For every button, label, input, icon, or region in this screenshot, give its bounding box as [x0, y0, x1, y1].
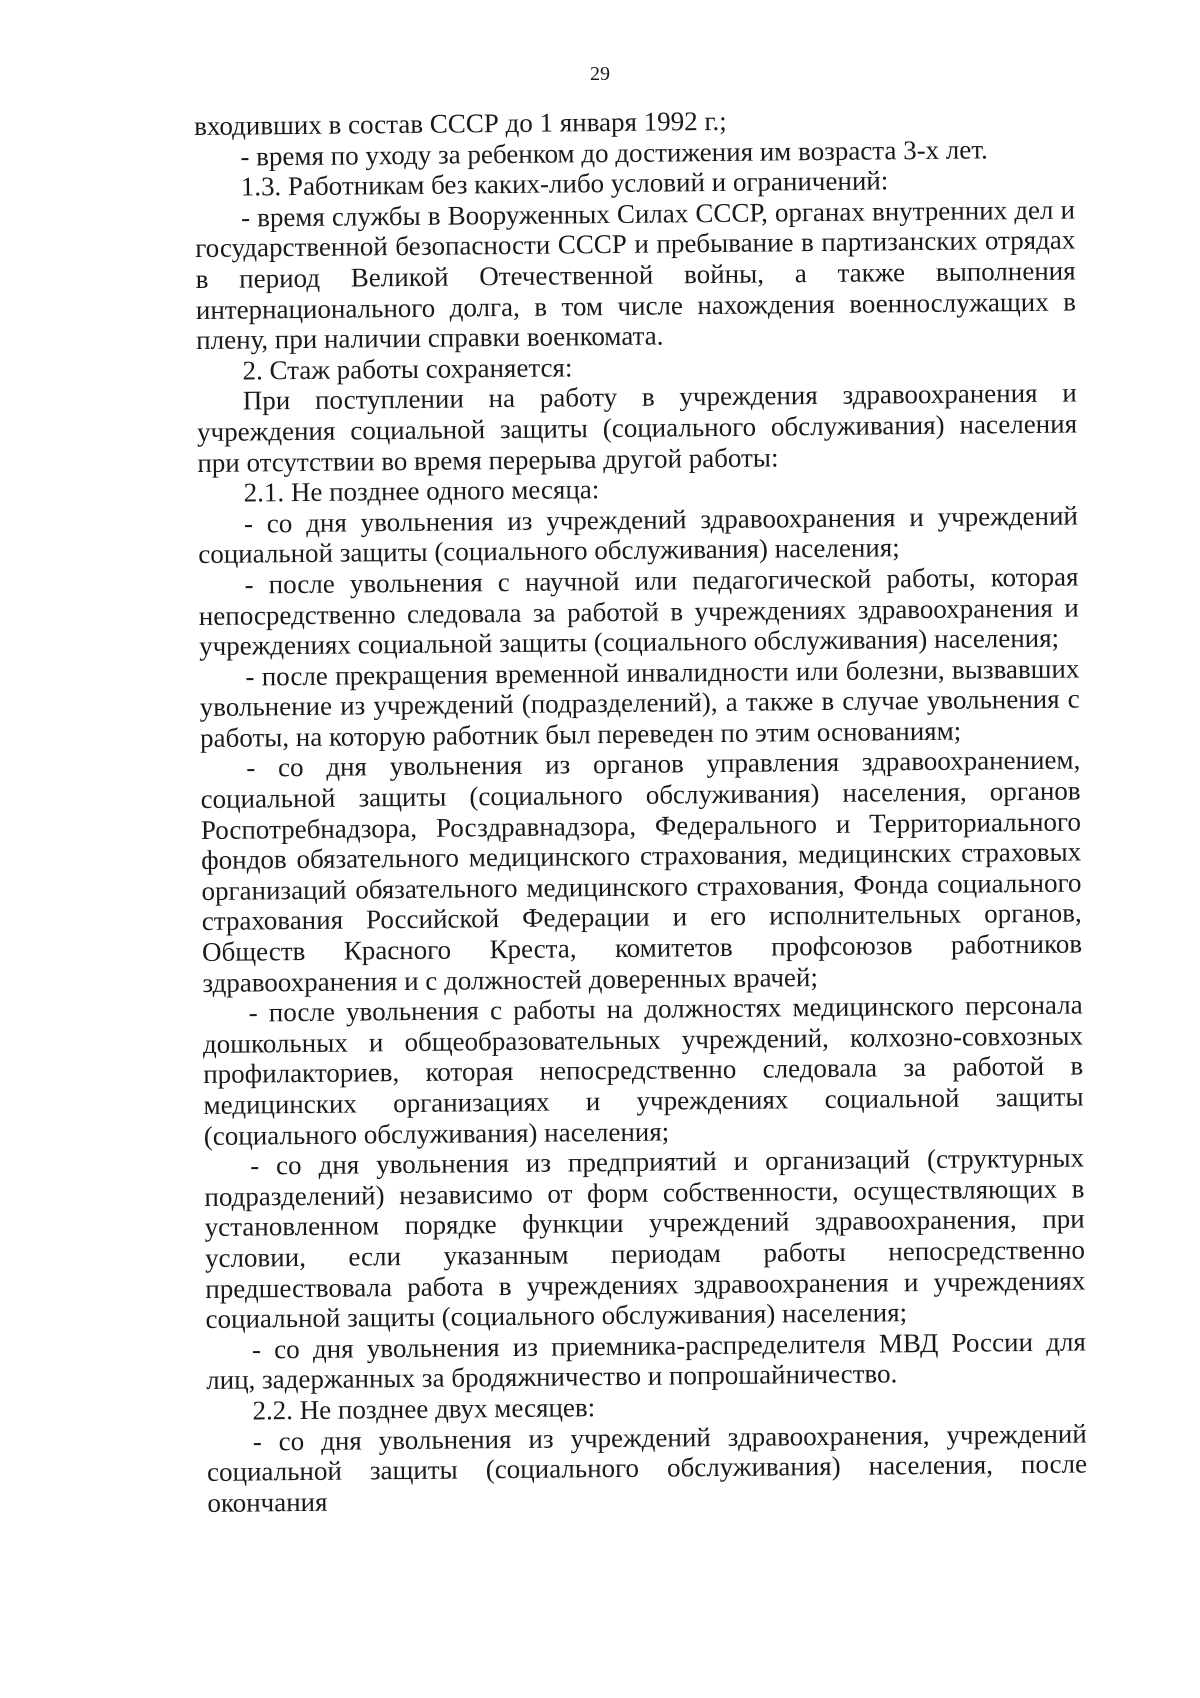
- paragraph-7: 2.1. Не позднее одного месяца:: [243, 474, 600, 508]
- paragraph-16: - со дня увольнения из учреждений здравоохранения, учреждений социальной защиты (социального обслуживания) населения, после окончания: [206, 1418, 1088, 1518]
- paragraph-12: - после увольнения с работы на должностях медицинского персонала дошкольных и общеобразовательных учреждений, колхозно-совхозных профилакториев, которая непосредственно следовала за работой в медицинских организациях и учреждениях социальной защиты (социального обслуживания) населения;: [202, 989, 1084, 1151]
- paragraph-4: - время службы в Вооруженных Силах СССР, органах внутренних дел и государственной безопасности СССР и пребывание в партизанских отрядах в период Великой Отечественной войны, а также выполнения интернационального долга, в том числе нахождения военнослужащих в плену, при наличии справки военкомата.: [195, 194, 1077, 356]
- paragraph-11: - со дня увольнения из органов управления здравоохранением, социальной защиты (социального обслуживания) населения, органов Роспотребнадзора, Росздравнадзора, Федерального и Территориального фондов обязательного медицинского страхования, медицинских страховых организаций обязательного медицинского страхования, Фонда социального страхования Российской Федерации и его исполнительных органов, Обществ Красного Креста, комитетов профсоюзов работников здравоохранения и с должностей доверенных врачей;: [200, 744, 1083, 998]
- paragraph-14: - со дня увольнения из приемника-распределителя МВД России для лиц, задержанных за бродяжничество и попрошайничество.: [206, 1326, 1086, 1396]
- paragraph-10: - после прекращения временной инвалидности или болезни, вызвавших увольнение из учреждений (подразделений), а также в случае увольнения с работы, на которую работник был переведен по этим основаниям;: [199, 653, 1080, 753]
- paragraph-2: - время по уходу за ребенком до достижения им возраста 3-х лет.: [240, 133, 988, 172]
- paragraph-5: 2. Стаж работы сохраняется:: [242, 352, 573, 386]
- paragraph-9: - после увольнения с научной или педагогической работы, которая непосредственно следовала за работой в учреждениях здравоохранения и учреждениях социальной защиты (социального обслуживания) населения;: [198, 561, 1079, 662]
- paragraph-13: - со дня увольнения из предприятий и организаций (структурных подразделений) независимо от форм собственности, осуществляющих в установленном порядке функции учреждений здравоохранения, при условии, если указанным периодам работы непосредственно предшествовала работа в учреждениях здравоохранения и учреждениях социальной защиты (социального обслуживания) населения;: [204, 1142, 1086, 1335]
- document-body: [194, 103, 1087, 1519]
- paragraph-1: входивших в состав СССР до 1 января 1992 г.;: [194, 105, 727, 141]
- paragraph-8: - со дня увольнения из учреждений здравоохранения и учреждений социальной защиты (социального обслуживания) населения;: [198, 500, 1079, 570]
- page-number: 29: [590, 63, 610, 85]
- paragraph-3: 1.3. Работникам без каких-либо условий и ограничений:: [240, 165, 889, 202]
- paragraph-6: При поступлении на работу в учреждения здравоохранения и учреждения социальной защиты (социального обслуживания) населения при отсутствии во время перерыва другой работы:: [196, 377, 1078, 478]
- paragraph-15: 2.2. Не позднее двух месяцев:: [252, 1392, 596, 1426]
